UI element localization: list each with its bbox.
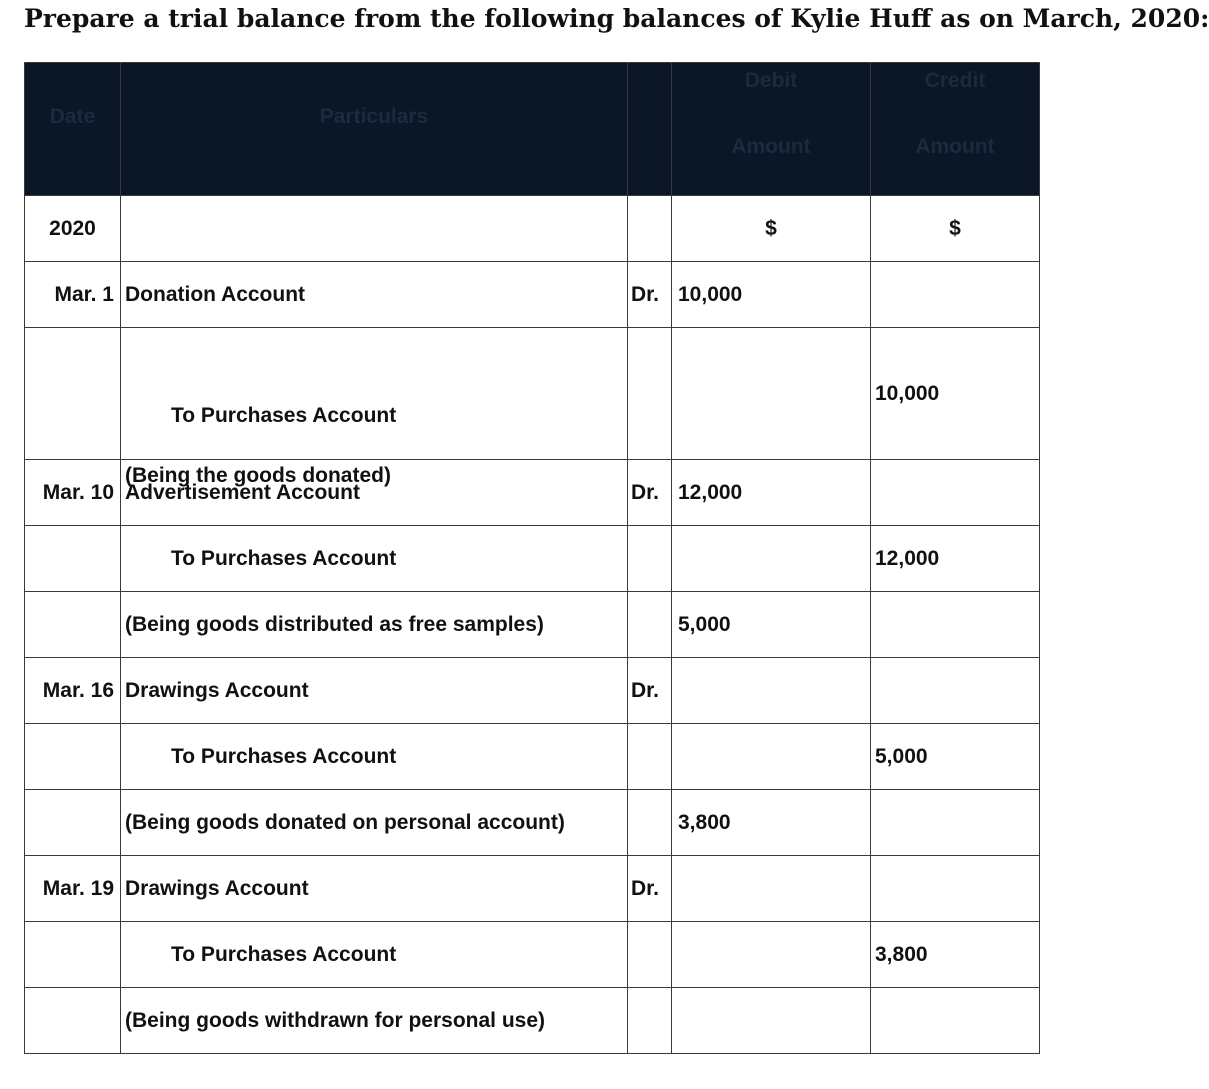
header-debit-sub: Amount (731, 135, 811, 158)
empty-cell (871, 988, 1040, 1054)
empty-cell (628, 790, 672, 856)
empty-cell (672, 658, 871, 724)
table-row (25, 922, 1040, 988)
debit-account: Donation Account (121, 262, 628, 328)
narration-amount: 5,000 (672, 592, 871, 658)
narration-amount: 3,800 (672, 790, 871, 856)
debit-account: Drawings Account (121, 856, 628, 922)
entry-date: Mar. 1 (25, 262, 121, 328)
empty-cell (871, 262, 1040, 328)
credit-account: To Purchases Account (121, 724, 628, 790)
credit-amount: 3,800 (871, 922, 1040, 988)
empty-cell (25, 922, 121, 988)
entry-date: Mar. 19 (25, 856, 121, 922)
empty-cell (628, 724, 672, 790)
empty-cell (871, 658, 1040, 724)
empty-cell (25, 790, 121, 856)
header-spacer (628, 63, 672, 196)
credit-account: To Purchases Account (121, 922, 628, 988)
credit-account: To Purchases Account (121, 526, 628, 592)
narration: (Being the goods donated) (125, 463, 391, 487)
table-row (25, 328, 1040, 460)
particulars-stack (121, 328, 628, 487)
year-cell: 2020 (25, 196, 121, 262)
narration: (Being goods donated on personal account) (121, 790, 628, 856)
empty-cell (672, 328, 871, 460)
debit-amount: 12,000 (672, 460, 871, 526)
empty-cell (672, 856, 871, 922)
empty-cell (672, 988, 871, 1054)
debit-account: Drawings Account (121, 658, 628, 724)
table-row (25, 724, 1040, 790)
header-date: Date (25, 63, 121, 196)
credit-amount: 10,000 (871, 328, 1040, 460)
credit-account: To Purchases Account (171, 403, 397, 427)
empty-cell (628, 922, 672, 988)
table-header-row (25, 63, 1040, 196)
table-row (25, 790, 1040, 856)
header-credit-label: Credit (924, 69, 986, 92)
header-credit-sub: Amount (915, 135, 995, 158)
table-row (25, 988, 1040, 1054)
journal-table (24, 62, 1040, 1054)
debit-unit: $ (672, 196, 871, 262)
empty-cell (25, 724, 121, 790)
header-debit (672, 63, 871, 196)
narration: (Being goods withdrawn for personal use) (121, 988, 628, 1054)
dr-marker: Dr. (628, 460, 672, 526)
table-row (25, 856, 1040, 922)
table-row (25, 592, 1040, 658)
empty-cell (628, 196, 672, 262)
empty-cell (871, 856, 1040, 922)
header-debit-label: Debit (744, 69, 798, 92)
empty-cell (672, 526, 871, 592)
table-row (25, 262, 1040, 328)
empty-cell (25, 328, 121, 460)
credit-unit: $ (871, 196, 1040, 262)
narration: (Being goods distributed as free samples) (121, 592, 628, 658)
empty-cell (628, 526, 672, 592)
header-particulars: Particulars (121, 63, 628, 196)
dr-marker: Dr. (628, 262, 672, 328)
empty-cell (628, 592, 672, 658)
empty-cell (672, 724, 871, 790)
entry-date: Mar. 10 (25, 460, 121, 526)
debit-account: Advertisement Account (121, 460, 628, 526)
empty-cell (871, 460, 1040, 526)
credit-amount: 5,000 (871, 724, 1040, 790)
table-row (25, 196, 1040, 262)
table-row (25, 526, 1040, 592)
table-row (25, 658, 1040, 724)
empty-cell (25, 988, 121, 1054)
empty-cell (871, 592, 1040, 658)
dr-marker: Dr. (628, 856, 672, 922)
credit-amount: 12,000 (871, 526, 1040, 592)
empty-cell (121, 196, 628, 262)
dr-marker: Dr. (628, 658, 672, 724)
empty-cell (871, 790, 1040, 856)
entry-date: Mar. 16 (25, 658, 121, 724)
empty-cell (25, 592, 121, 658)
page-title: Prepare a trial balance from the following balances of Kylie Huff as on March, 2020: (24, 4, 1209, 33)
empty-cell (25, 526, 121, 592)
header-credit (871, 63, 1040, 196)
empty-cell (672, 922, 871, 988)
empty-cell (628, 328, 672, 460)
empty-cell (628, 988, 672, 1054)
debit-amount: 10,000 (672, 262, 871, 328)
